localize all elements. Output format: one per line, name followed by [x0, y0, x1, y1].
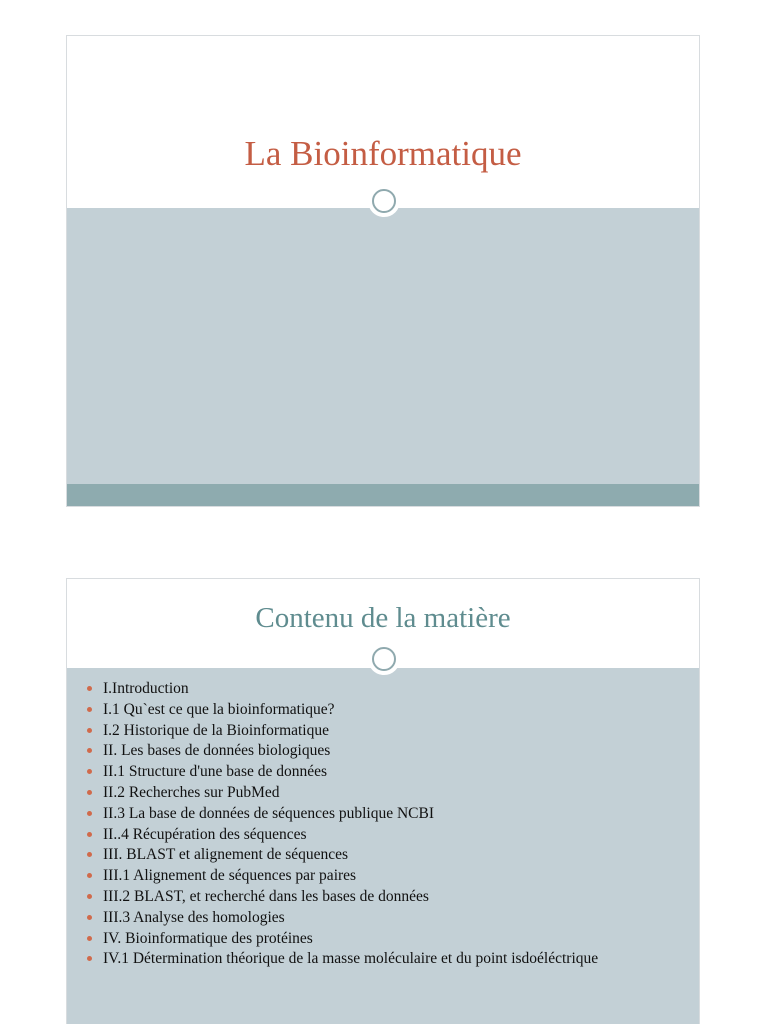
list-item: II..4 Récupération des séquences	[87, 826, 687, 843]
list-item: II.1 Structure d'une base de données	[87, 763, 687, 780]
list-item: III.3 Analyse des homologies	[87, 909, 687, 926]
circle-ornament-icon	[368, 185, 400, 217]
contents-title: Contenu de la matière	[255, 602, 511, 634]
slide-contents	[66, 578, 700, 1024]
slide-header	[67, 36, 699, 206]
list-item: IV.1 Détermination théorique de la masse moléculaire et du point isdoéléctrique	[87, 950, 687, 967]
list-item: III.2 BLAST, et recherché dans les bases de données	[87, 888, 687, 905]
list-item: III. BLAST et alignement de séquences	[87, 846, 687, 863]
list-item: I.1 Qu`est ce que la bioinformatique?	[87, 701, 687, 718]
circle-ornament-icon	[368, 643, 400, 675]
list-item: II.2 Recherches sur PubMed	[87, 784, 687, 801]
list-item: II. Les bases de données biologiques	[87, 742, 687, 759]
list-item: I.2 Historique de la Bioinformatique	[87, 722, 687, 739]
slide-title	[66, 35, 700, 507]
list-item: IV. Bioinformatique des protéines	[87, 930, 687, 947]
slide-footer-bar	[67, 484, 699, 506]
list-item: II.3 La base de données de séquences publique NCBI	[87, 805, 687, 822]
list-item: I.Introduction	[87, 680, 687, 697]
contents-list	[87, 680, 687, 971]
slide-title-text: La Bioinformatique	[244, 134, 522, 173]
list-item: III.1 Alignement de séquences par paires	[87, 867, 687, 884]
